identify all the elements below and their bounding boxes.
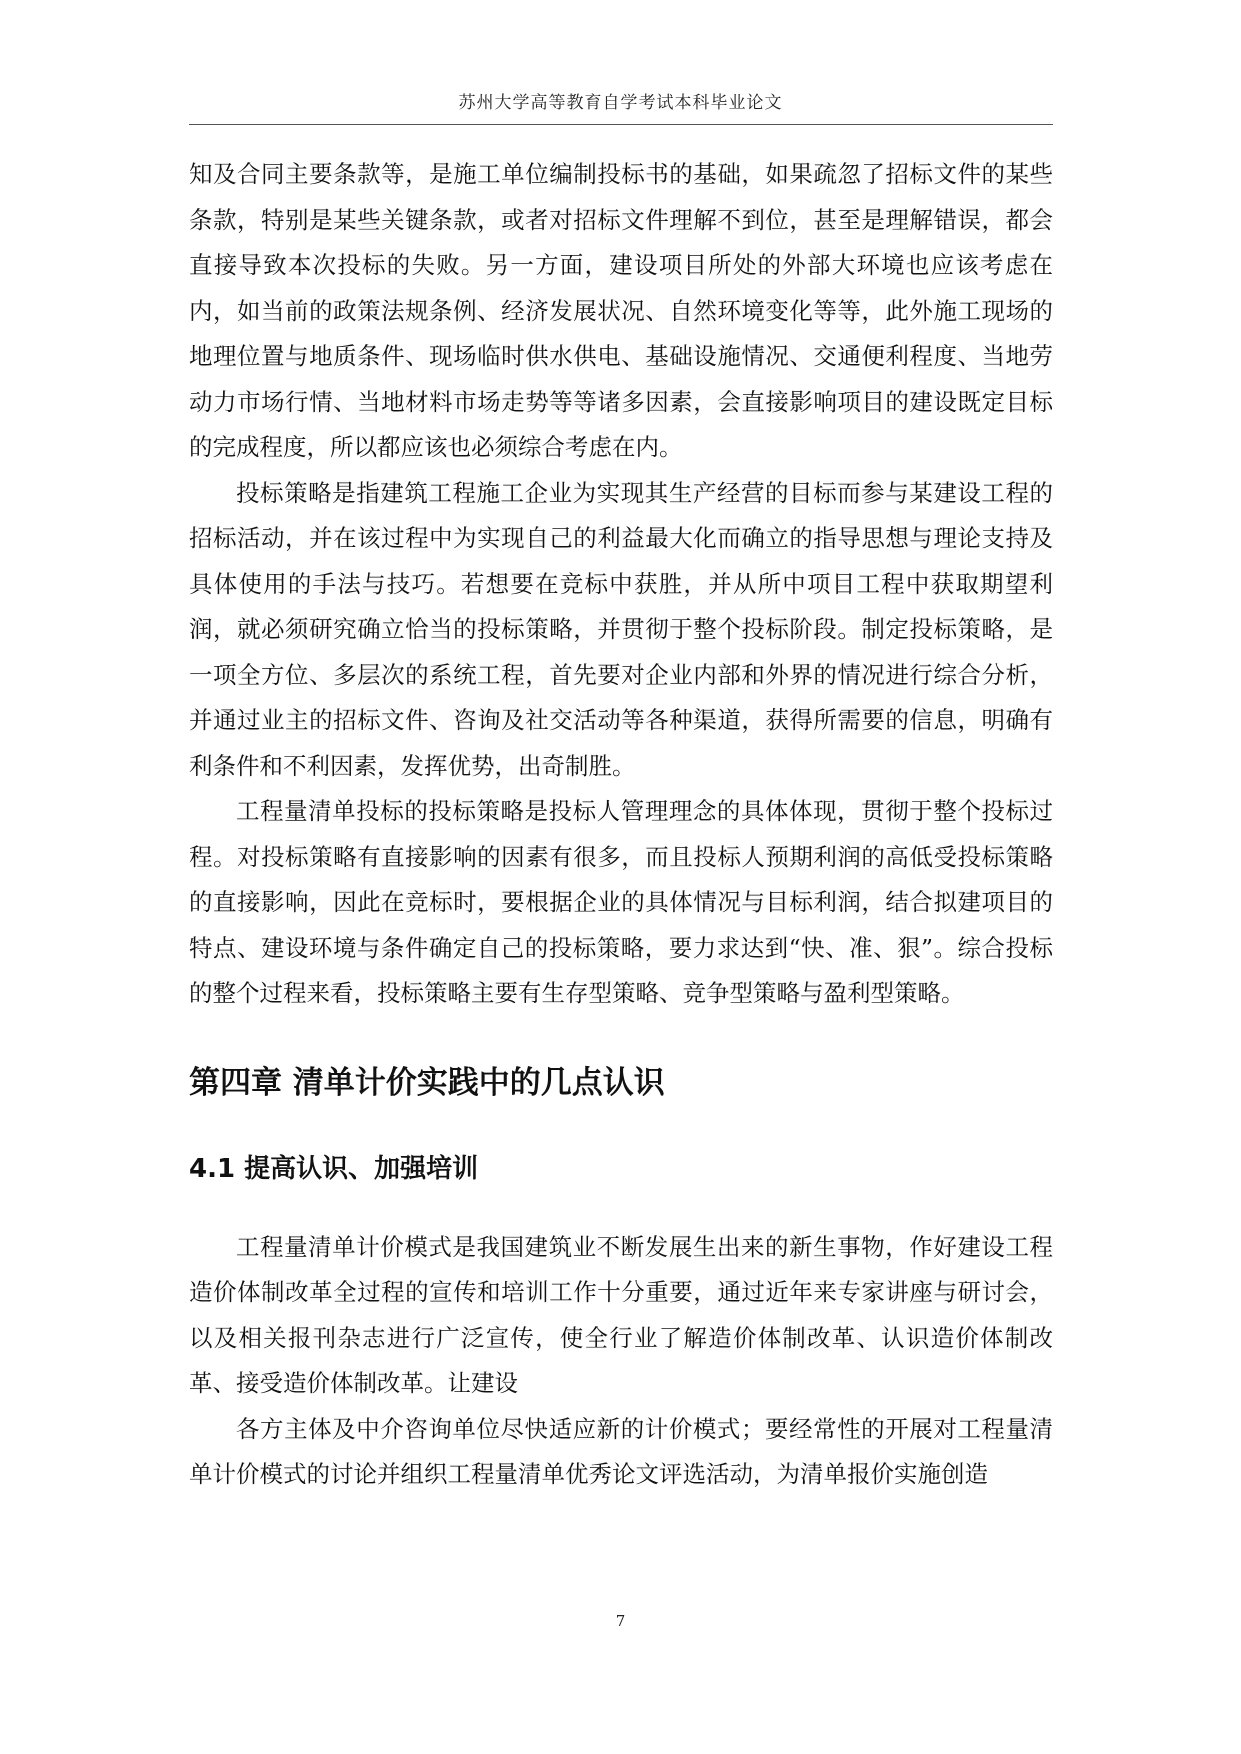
header-rule bbox=[189, 124, 1053, 125]
body-paragraph-5: 各方主体及中介咨询单位尽快适应新的计价模式；要经常性的开展对工程量清单计价模式的讨论并组织工程量清单优秀论文评选活动，为清单报价实施创造 bbox=[189, 1414, 1053, 1488]
page-number: 7 bbox=[615, 1612, 626, 1630]
body-paragraph-3: 工程量清单投标的投标策略是投标人管理理念的具体体现，贯彻于整个投标过程。对投标策略有直接影响的因素有很多，而且投标人预期利润的高低受投标策略的直接影响，因此在竞标时，要根据企业的具体情况与目标利润，结合拟建项目的特点、建设环境与条件确定自己的投标策略，要力求达到“快、准、狠”。综合投标的整个过程来看，投标策略主要有生存型策略、竞争型策略与盈利型策略。 bbox=[189, 797, 1053, 1007]
body-paragraph-1: 知及合同主要条款等，是施工单位编制投标书的基础，如果疏忽了招标文件的某些条款，特别是某些关键条款，或者对招标文件理解不到位，甚至是理解错误，都会直接导致本次投标的失败。另一方面，建设项目所处的外部大环境也应该考虑在内，如当前的政策法规条例、经济发展状况、自然环境变化等等，此外施工现场的地理位置与地质条件、现场临时供水供电、基础设施情况、交通便利程度、当地劳动力市场行情、当地材料市场走势等等诸多因素，会直接影响项目的建设既定目标的完成程度，所以都应该也必须综合考虑在内。 bbox=[189, 160, 1053, 461]
body-paragraph-2: 投标策略是指建筑工程施工企业为实现其生产经营的目标而参与某建设工程的招标活动，并在该过程中为实现自己的利益最大化而确立的指导思想与理论支持及具体使用的手法与技巧。若想要在竞标中获胜，并从所中项目工程中获取期望利润，就必须研究确立恰当的投标策略，并贯彻于整个投标阶段。制定投标策略，是一项全方位、多层次的系统工程，首先要对企业内部和外界的情况进行综合分析，并通过业主的招标文件、咨询及社交活动等各种渠道，获得所需要的信息，明确有利条件和不利因素，发挥优势，出奇制胜。 bbox=[189, 478, 1053, 780]
chapter-heading: 第四章 清单计价实践中的几点认识 bbox=[189, 1064, 665, 1101]
body-paragraph-4: 工程量清单计价模式是我国建筑业不断发展生出来的新生事物，作好建设工程造价体制改革全过程的宣传和培训工作十分重要，通过近年来专家讲座与研讨会，以及相关报刊杂志进行广泛宣传，使全行业了解造价体制改革、认识造价体制改革、接受造价体制改革。让建设 bbox=[189, 1232, 1053, 1397]
section-heading: 4.1 提高认识、加强培训 bbox=[189, 1153, 479, 1184]
running-header: 苏州大学高等教育自学考试本科毕业论文 bbox=[458, 93, 783, 113]
page-content bbox=[189, 152, 1053, 1498]
